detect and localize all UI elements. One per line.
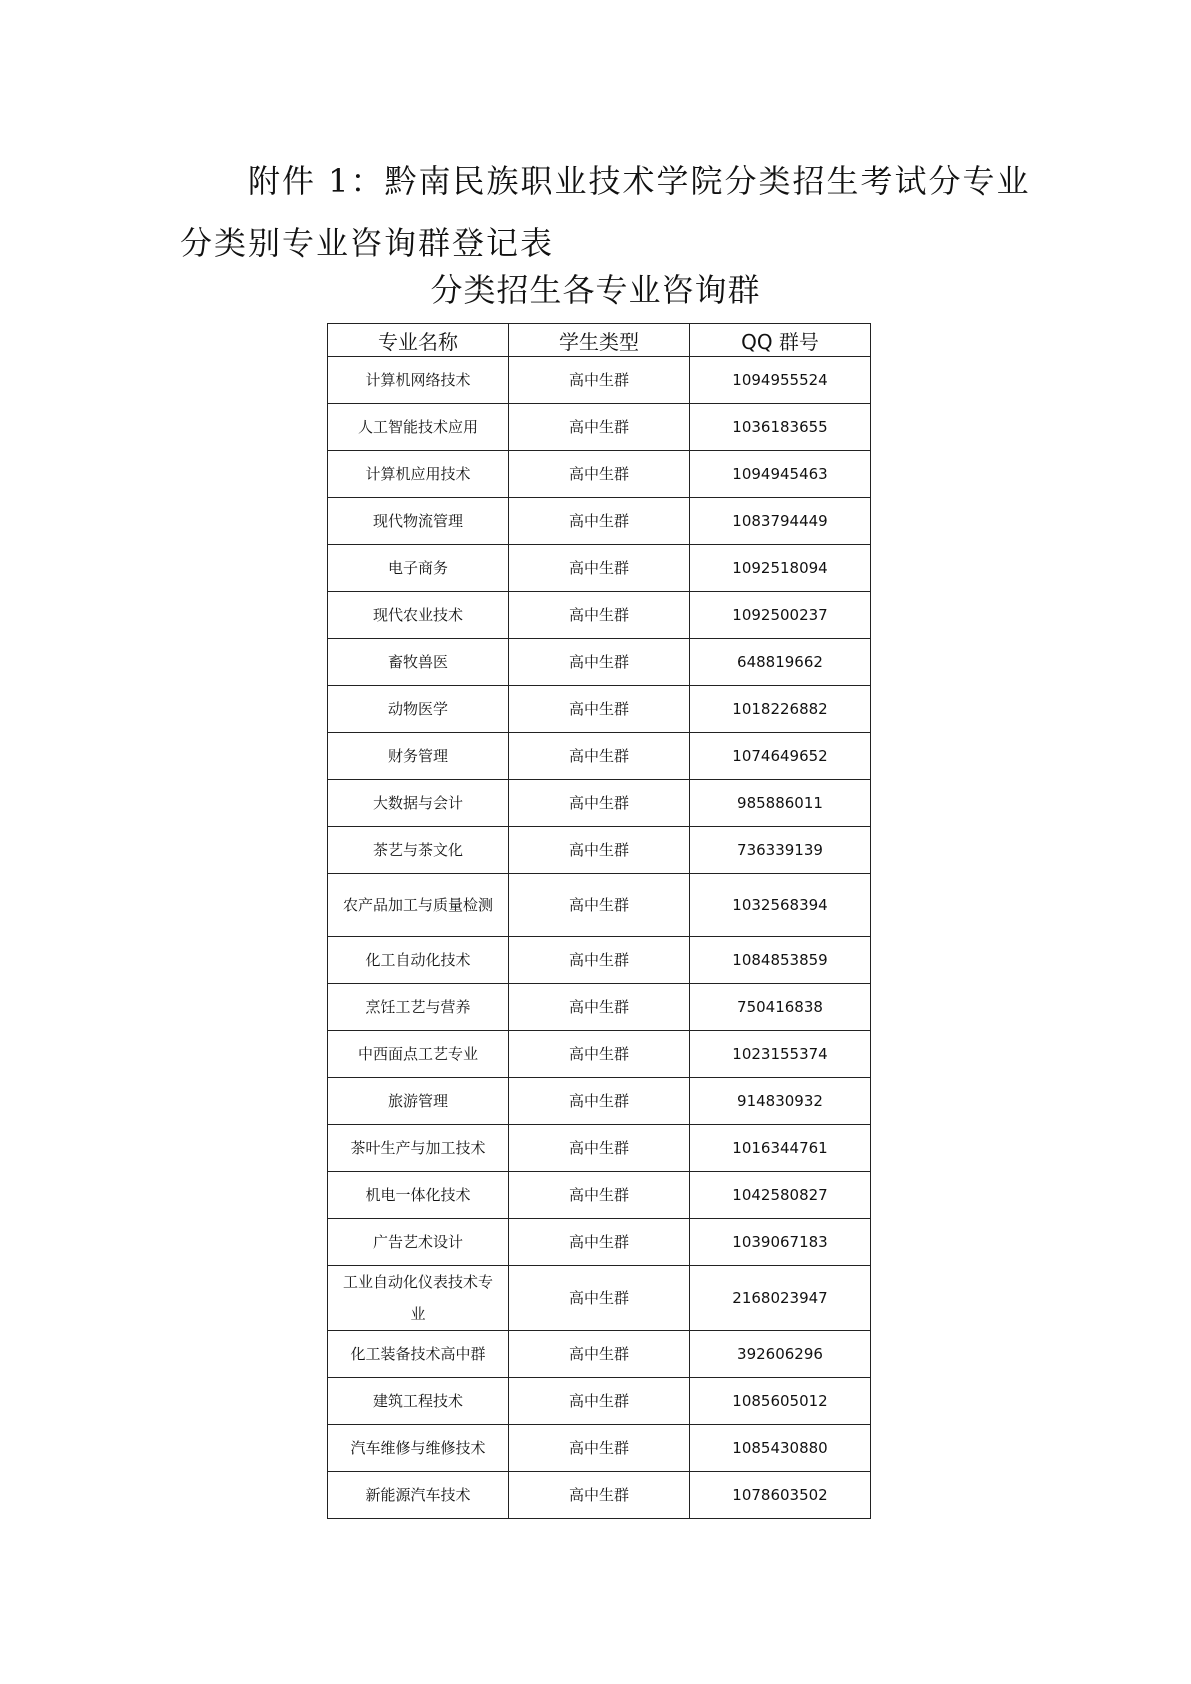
qq-group-cell: 1074649652 xyxy=(690,733,871,780)
major-name-cell: 化工自动化技术 xyxy=(328,937,509,984)
qq-group-cell: 1032568394 xyxy=(690,874,871,937)
student-type-cell: 高中生群 xyxy=(509,1378,690,1425)
major-name-cell: 烹饪工艺与营养 xyxy=(328,984,509,1031)
student-type-cell: 高中生群 xyxy=(509,1172,690,1219)
table-row xyxy=(328,1031,871,1078)
table-row xyxy=(328,1172,871,1219)
qq-group-cell: 914830932 xyxy=(690,1078,871,1125)
major-name-cell: 茶艺与茶文化 xyxy=(328,827,509,874)
table-row xyxy=(328,545,871,592)
qq-group-cell: 1092500237 xyxy=(690,592,871,639)
qq-group-cell: 1018226882 xyxy=(690,686,871,733)
major-name-cell: 畜牧兽医 xyxy=(328,639,509,686)
table-row xyxy=(328,1219,871,1266)
table-title: 分类招生各专业咨询群 xyxy=(430,271,761,309)
qq-group-cell: 1085605012 xyxy=(690,1378,871,1425)
table-row xyxy=(328,1425,871,1472)
qq-group-cell: 1023155374 xyxy=(690,1031,871,1078)
major-name-cell: 化工装备技术高中群 xyxy=(328,1331,509,1378)
major-name-cell: 广告艺术设计 xyxy=(328,1219,509,1266)
table-row xyxy=(328,780,871,827)
header-student-type: 学生类型 xyxy=(509,324,690,357)
table-row xyxy=(328,1266,871,1331)
student-type-cell: 高中生群 xyxy=(509,404,690,451)
table-row xyxy=(328,733,871,780)
qq-group-cell: 1039067183 xyxy=(690,1219,871,1266)
qq-group-cell: 1094955524 xyxy=(690,357,871,404)
major-name-cell: 建筑工程技术 xyxy=(328,1378,509,1425)
table-row xyxy=(328,827,871,874)
table-row xyxy=(328,984,871,1031)
student-type-cell: 高中生群 xyxy=(509,1031,690,1078)
major-name-cell: 汽车维修与维修技术 xyxy=(328,1425,509,1472)
major-name-cell: 电子商务 xyxy=(328,545,509,592)
consultation-group-table xyxy=(327,323,871,1519)
document-heading: 附件 1：黔南民族职业技术学院分类招生考试分专业分类别专业咨询群登记表 xyxy=(180,162,1031,262)
major-name-cell: 农产品加工与质量检测 xyxy=(328,874,509,937)
qq-group-cell: 392606296 xyxy=(690,1331,871,1378)
student-type-cell: 高中生群 xyxy=(509,357,690,404)
qq-group-cell: 1036183655 xyxy=(690,404,871,451)
major-name-cell: 财务管理 xyxy=(328,733,509,780)
major-name-cell: 茶叶生产与加工技术 xyxy=(328,1125,509,1172)
table-row xyxy=(328,1472,871,1519)
major-name-cell: 人工智能技术应用 xyxy=(328,404,509,451)
qq-group-cell: 1083794449 xyxy=(690,498,871,545)
table-header-row xyxy=(328,324,871,357)
table-row xyxy=(328,357,871,404)
qq-group-cell: 1092518094 xyxy=(690,545,871,592)
qq-group-cell: 1016344761 xyxy=(690,1125,871,1172)
table-row xyxy=(328,498,871,545)
student-type-cell: 高中生群 xyxy=(509,592,690,639)
student-type-cell: 高中生群 xyxy=(509,639,690,686)
student-type-cell: 高中生群 xyxy=(509,545,690,592)
major-name-cell: 新能源汽车技术 xyxy=(328,1472,509,1519)
student-type-cell: 高中生群 xyxy=(509,937,690,984)
qq-group-cell: 2168023947 xyxy=(690,1266,871,1331)
student-type-cell: 高中生群 xyxy=(509,1219,690,1266)
student-type-cell: 高中生群 xyxy=(509,1331,690,1378)
student-type-cell: 高中生群 xyxy=(509,1266,690,1331)
table-row xyxy=(328,1078,871,1125)
qq-group-cell: 1042580827 xyxy=(690,1172,871,1219)
qq-group-cell: 648819662 xyxy=(690,639,871,686)
major-name-cell: 大数据与会计 xyxy=(328,780,509,827)
student-type-cell: 高中生群 xyxy=(509,1078,690,1125)
table-row xyxy=(328,404,871,451)
student-type-cell: 高中生群 xyxy=(509,780,690,827)
table-row xyxy=(328,1331,871,1378)
student-type-cell: 高中生群 xyxy=(509,1125,690,1172)
student-type-cell: 高中生群 xyxy=(509,1425,690,1472)
qq-group-cell: 1078603502 xyxy=(690,1472,871,1519)
major-name-cell: 动物医学 xyxy=(328,686,509,733)
table-row xyxy=(328,451,871,498)
student-type-cell: 高中生群 xyxy=(509,451,690,498)
table-row xyxy=(328,1378,871,1425)
major-name-cell: 现代物流管理 xyxy=(328,498,509,545)
qq-group-cell: 736339139 xyxy=(690,827,871,874)
major-name-cell: 计算机网络技术 xyxy=(328,357,509,404)
table-row xyxy=(328,639,871,686)
student-type-cell: 高中生群 xyxy=(509,874,690,937)
qq-group-cell: 1094945463 xyxy=(690,451,871,498)
table-row xyxy=(328,874,871,937)
header-qq-group: QQ 群号 xyxy=(690,324,871,357)
major-name-cell: 工业自动化仪表技术专业 xyxy=(328,1266,509,1331)
qq-group-cell: 1085430880 xyxy=(690,1425,871,1472)
table-row xyxy=(328,686,871,733)
table-row xyxy=(328,592,871,639)
student-type-cell: 高中生群 xyxy=(509,686,690,733)
major-name-cell: 机电一体化技术 xyxy=(328,1172,509,1219)
qq-group-cell: 750416838 xyxy=(690,984,871,1031)
table-row xyxy=(328,1125,871,1172)
qq-group-cell: 985886011 xyxy=(690,780,871,827)
qq-group-cell: 1084853859 xyxy=(690,937,871,984)
student-type-cell: 高中生群 xyxy=(509,498,690,545)
student-type-cell: 高中生群 xyxy=(509,1472,690,1519)
table-body xyxy=(328,357,871,1519)
major-name-cell: 计算机应用技术 xyxy=(328,451,509,498)
header-major: 专业名称 xyxy=(328,324,509,357)
student-type-cell: 高中生群 xyxy=(509,733,690,780)
student-type-cell: 高中生群 xyxy=(509,984,690,1031)
major-name-cell: 中西面点工艺专业 xyxy=(328,1031,509,1078)
major-name-cell: 旅游管理 xyxy=(328,1078,509,1125)
major-name-cell: 现代农业技术 xyxy=(328,592,509,639)
table-row xyxy=(328,937,871,984)
student-type-cell: 高中生群 xyxy=(509,827,690,874)
